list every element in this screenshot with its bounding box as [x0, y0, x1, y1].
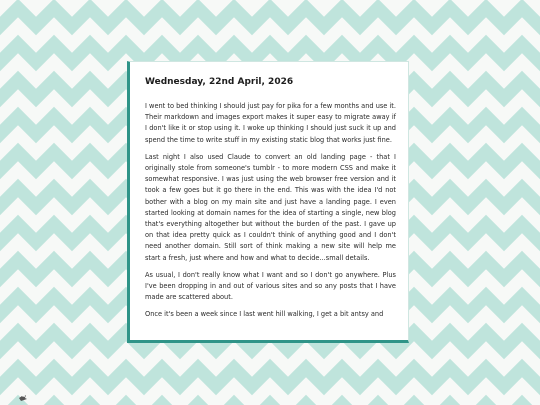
post-paragraph: As usual, I don't really know what I want and so I don't go anywhere. Plus I've been dropping in and out of various sites and so any posts that I have made are scattered about. — [145, 270, 396, 302]
zigzag-stripe — [0, 368, 540, 386]
blog-post-card — [127, 61, 409, 343]
post-paragraph: Last night I also used Claude to convert an old landing page - that I originally stole from someone's tumblr - to more modern CSS and make it somewhat responsive. I was just using the web browser free version and it took a few goes but it go there in the end. This was with the idea I'd not bother with a blog on my main site and just have a landing page. I even started looking at domain names for the idea of starting a single, new blog that's everything altogether but without the burden of the past. I gave up on that idea pretty quick as I couldn't think of anything good and I don't need another domain. Still sort of think making a new site will help me start a fresh, just where and how and what to decide...small details. — [145, 152, 396, 262]
post-paragraph: I went to bed thinking I should just pay for pika for a few months and use it. Their markdown and images export makes it super easy to migrate away if I don't like it or stop using it. I woke up thinking I should just suck it up and spend the time to write stuff in my existing static blog that works just fine. — [145, 102, 396, 144]
zigzag-stripe — [0, 8, 540, 26]
zigzag-stripe — [0, 44, 540, 62]
post-date-heading: Wednesday, 22nd April, 2026 — [145, 77, 294, 87]
post-paragraph: Once it's been a week since I last went hill walking, I get a bit antsy and — [145, 310, 384, 319]
post-body — [145, 101, 396, 321]
bird-icon[interactable] — [18, 394, 28, 402]
